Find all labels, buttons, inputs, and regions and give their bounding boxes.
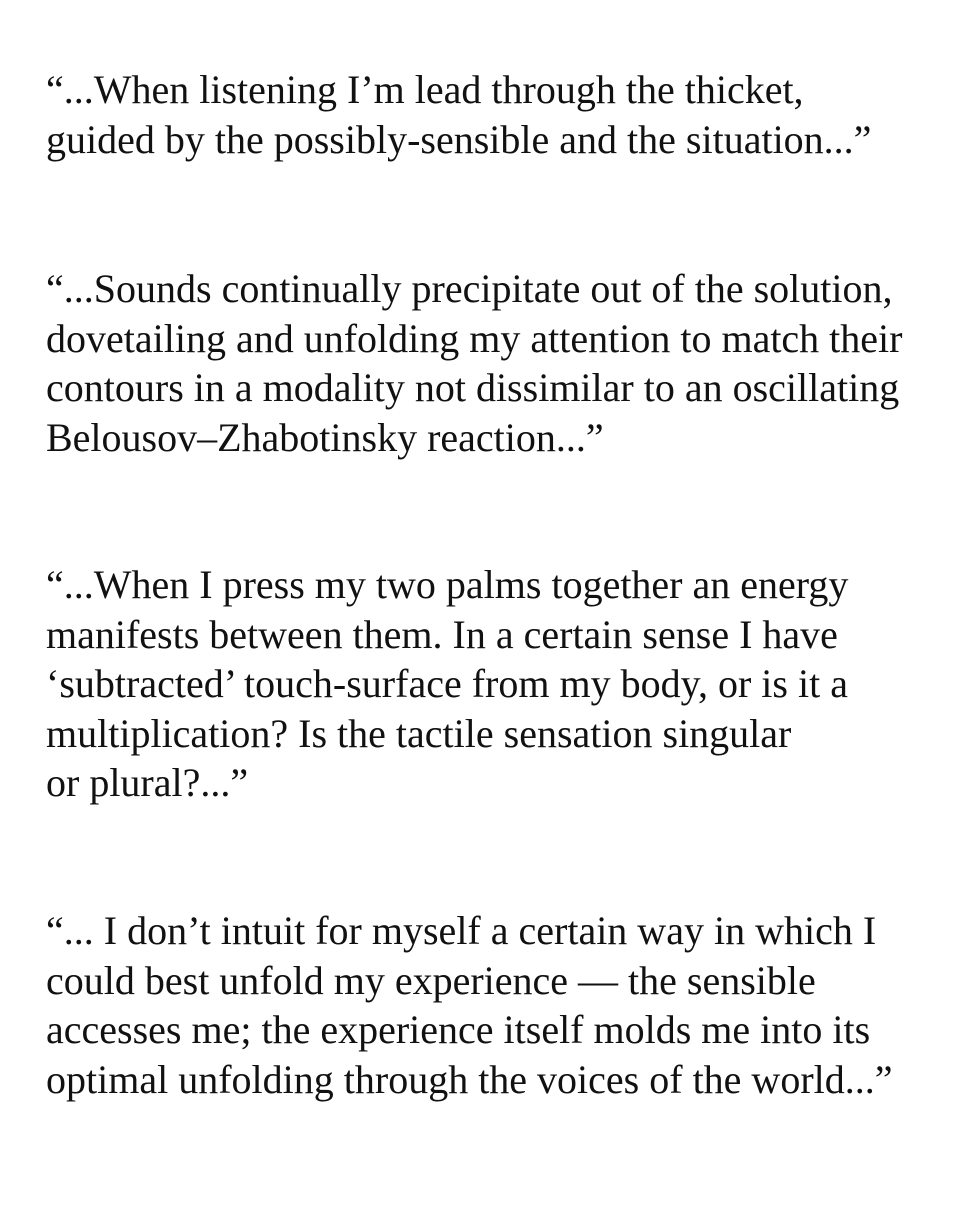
quote-intuit [46, 906, 946, 1104]
quote-line: optimal unfolding through the voices of the world...” [46, 1056, 893, 1102]
quote-line: Belousov–Zhabotinsky reaction...” [46, 414, 604, 460]
quote-line: guided by the possibly-sensible and the situation...” [46, 116, 872, 162]
quote-line: accesses me; the experience itself molds me into its [46, 1007, 871, 1052]
quote-line: manifests between them. In a certain sense I have [46, 611, 838, 657]
quote-listening [46, 65, 946, 164]
quote-line: multiplication? Is the tactile sensation singular [46, 710, 792, 756]
quote-palms [46, 560, 946, 808]
quote-sounds [46, 264, 946, 462]
quote-line: ‘subtracted’ touch-surface from my body, or is it a [46, 661, 848, 706]
quote-line: “...When I press my two palms together an energy [46, 562, 849, 607]
quote-line: contours in a modality not dissimilar to an oscillating [46, 365, 900, 410]
quote-line: could best unfold my experience — the sensible [46, 957, 816, 1003]
quote-line: or plural?...” [46, 760, 249, 805]
quote-line: “...Sounds continually precipitate out of the solution, [46, 266, 893, 311]
quote-line: “... I don’t intuit for myself a certain way in which I [46, 908, 877, 953]
quote-line: dovetailing and unfolding my attention to match their [46, 315, 903, 361]
quote-line: “...When listening I’m lead through the thicket, [46, 67, 804, 112]
